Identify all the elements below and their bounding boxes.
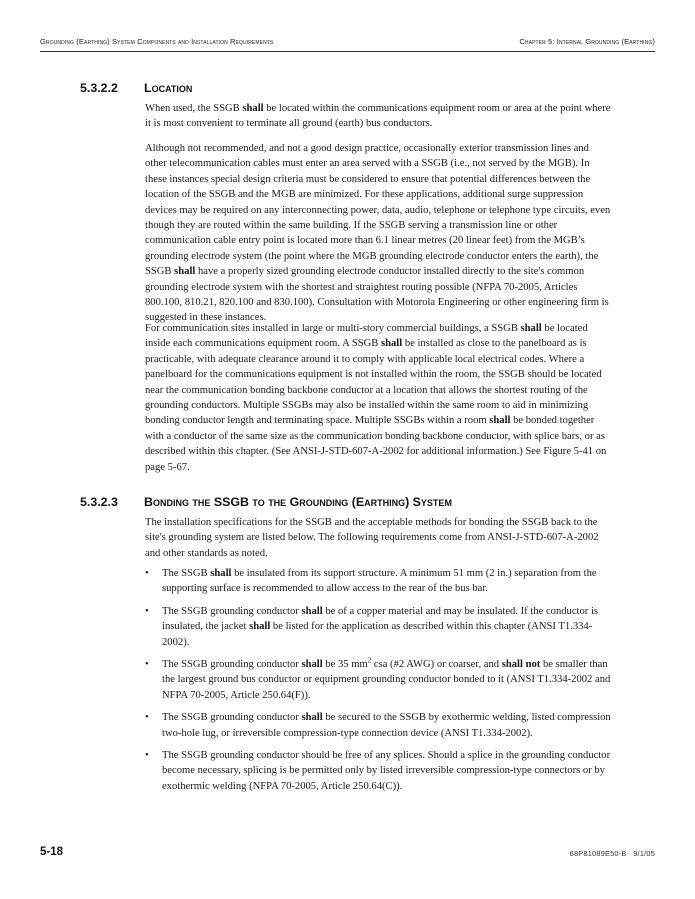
- running-header: [40, 37, 655, 52]
- section-heading-5-3-2-3: [80, 493, 452, 511]
- list-item: • The SSGB grounding conductor shall be 35 $mm^2$ csa (#2 AWG) or coarser, and shall not be smaller than the largest ground bus conductor or equipment grounding conductor bonded to it (ANSI T1.334-2002 and NFPA 70-2005, Article 250.64(F)).: [145, 656, 611, 701]
- section-number: 5.3.2.3: [80, 495, 118, 509]
- paragraph-location-3: For communication sites installed in large or multi-story commercial buildings, a SSGB shall be located inside each communications equipment room. A SSGB shall be installed as close to the panelboard as is practicable, with adequate clearance around it to comply with applicable local electrical codes. Where a panelboard for the communications equipment is not installed within the room, the SSGB should be located near the communication bonding backbone conductor at a location that allows the shortest routing of the grounding conductors. Multiple SSGBs may also be installed within the same room to aid in minimizing bonding conductor length and terminating space. Multiple SSGBs within a room shall be bonded together with a conductor of the same size as the communication bonding backbone conductor, with splice bars, or as described within this chapter. (See ANSI-J-STD-607-A-2002 for additional information.) See Figure 5-41 on page 5-67.: [145, 323, 607, 473]
- paragraph-bonding-intro: The installation specifications for the SSGB and the acceptable methods for bonding the SSGB back to the site's grounding system are listed below. The following requirements come from ANSI-J-STD-607-A-2002 and other standards as noted.: [145, 517, 599, 559]
- list-item: • The SSGB grounding conductor should be free of any splices. Should a splice in the grounding conductor become necessary, splicing is be permitted only by listed irreversible compression-type connectors or by exothermic welding (NFPA 70-2005, Article 250.64(C)).: [145, 750, 611, 792]
- section-heading-5-3-2-2: [80, 79, 192, 97]
- paragraph-location-1: When used, the SSGB shall be located within the communications equipment room or area at the point where it is most convenient to terminate all ground (earth) bus conductors.: [145, 103, 611, 130]
- requirements-list: [145, 566, 613, 801]
- list-item: • The SSGB grounding conductor shall be secured to the SSGB by exothermic welding, listed compression two-hole lug, or irreversible compression-type connection device (ANSI T1.334-2002).: [145, 712, 611, 739]
- header-right: Chapter 5: Internal Grounding (Earthing): [519, 37, 655, 46]
- section-title: Location: [144, 81, 193, 95]
- list-item: • The SSGB shall be insulated from its support structure. A minimum 51 mm (2 in.) separation from the supporting surface is recommended to allow access to the rear of the bus bar.: [145, 568, 597, 595]
- section-number: 5.3.2.2: [80, 81, 118, 95]
- document-id: 68P81089E50-B 9/1/05: [569, 849, 655, 858]
- header-left: Grounding (Earthing) System Components and Installation Requirements: [40, 37, 274, 46]
- paragraph-location-2: Although not recommended, and not a good design practice, occasionally exterior transmission lines and other telecommunication cables must enter an area served with a SSGB (i.e., not served by the MGB). In these instances special design criteria must be considered to ensure that potential differences between the location of the SSGB and the MGB are minimized. For these applications, additional surge suppression devices may be required on any interconnecting power, data, audio, telephone or telephone type circuits, even though they are routed within the same building. If the SSGB serving a transmission line or other communication cable entry point is located more than 6.1 linear metres (20 linear feet) from the MGB’s grounding electrode system (the point where the MGB grounding electrode conductor enters the earth), the SSGB shall have a properly sized grounding electrode conductor installed directly to the site's common grounding electrode system with the shortest and straightest routing possible (NFPA 70-2005, Articles 800.100, 810.21, 820.100 and 830.100). Consultation with Motorola Engineering or other engineering firm is suggested in these instances.: [145, 143, 611, 324]
- section-title: Bonding the SSGB to the Grounding (Earthing) System: [144, 495, 452, 509]
- list-item: • The SSGB grounding conductor shall be of a copper material and may be insulated. If the conductor is insulated, the jacket shall be listed for the application as described within this chapter (ANSI T1.334-2002).: [145, 605, 599, 648]
- page-number: 5-18: [40, 846, 64, 858]
